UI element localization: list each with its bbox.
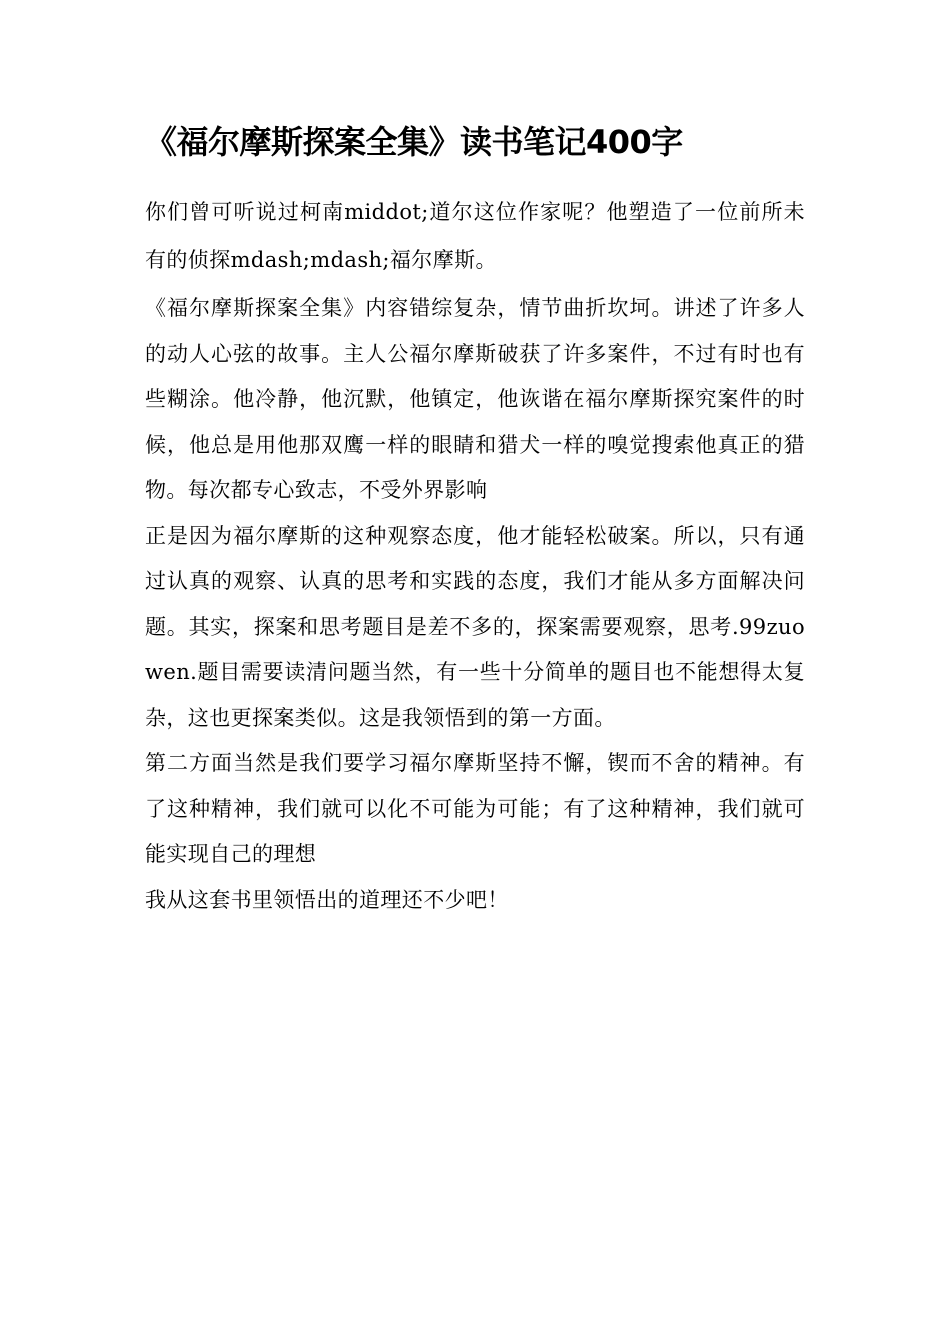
paragraph-conclusion: 我从这套书里领悟出的道理还不少吧！ — [145, 887, 509, 912]
paragraph-intro: 你们曾可听说过柯南middot;道尔这位作家呢？他塑造了一位前所未有的侦探mdash;mdash;福尔摩斯。 — [145, 200, 805, 272]
paragraph-first-lesson: 正是因为福尔摩斯的这种观察态度，他才能轻松破案。所以，只有通过认真的观察、认真的思考和实践的态度，我们才能从多方面解决问题。其实，探案和思考题目是差不多的，探案需要观察，思考.99zuowen.题目需要读清问题当然，有一些十分简单的题目也不能想得太复杂，这也更探案类似。这是我领悟到的第一方面。 — [145, 523, 805, 730]
paragraph-second-lesson: 第二方面当然是我们要学习福尔摩斯坚持不懈，锲而不舍的精神。有了这种精神，我们就可以化不可能为可能；有了这种精神，我们就可能实现自己的理想 — [145, 751, 805, 866]
document-body — [145, 188, 805, 923]
document-title: 《福尔摩斯探案全集》读书笔记400字 — [145, 123, 683, 161]
paragraph-book-summary: 《福尔摩斯探案全集》内容错综复杂，情节曲折坎坷。讲述了许多人的动人心弦的故事。主人公福尔摩斯破获了许多案件，不过有时也有些糊涂。他冷静，他沉默，他镇定，他诙谐在福尔摩斯探究案件的时候，他总是用他那双鹰一样的眼睛和猎犬一样的嗅觉搜索他真正的猎物。每次都专心致志，不受外界影响 — [145, 296, 805, 502]
